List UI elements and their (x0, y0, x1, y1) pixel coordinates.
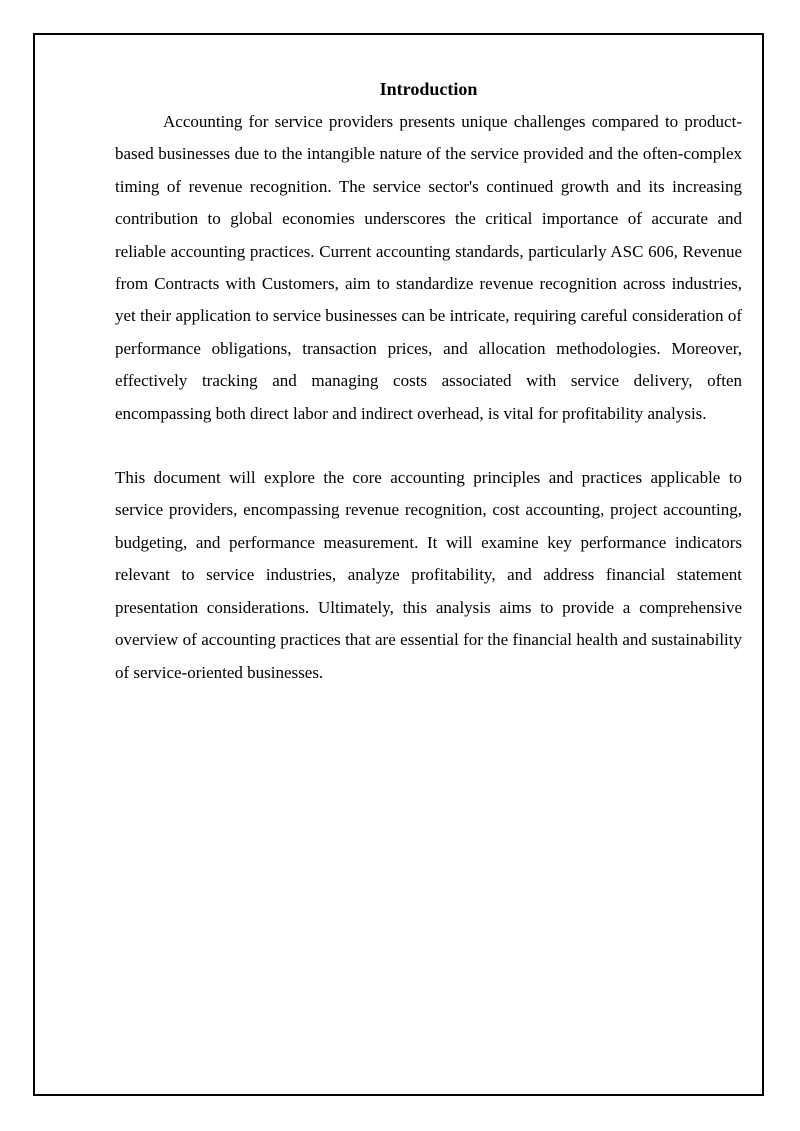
paragraph-intro: Accounting for service providers presents unique challenges compared to product-based businesses due to the intangible nature of the service provided and the often-complex timing of revenue recognition. The service sector's continued growth and its increasing contribution to global economies underscores the critical importance of accurate and reliable accounting practices. Current accounting standards, particularly ASC 606, Revenue from Contracts with Customers, aim to standardize revenue recognition across industries, yet their application to service businesses can be intricate, requiring careful consideration of performance obligations, transaction prices, and allocation methodologies. Moreover, effectively tracking and managing costs associated with service delivery, often encompassing both direct labor and indirect overhead, is vital for profitability analysis. (115, 112, 742, 423)
paragraph-scope: This document will explore the core accounting principles and practices applicable to service providers, encompassing revenue recognition, cost accounting, project accounting, budgeting, and performance measurement. It will examine key performance indicators relevant to service industries, analyze profitability, and address financial statement presentation considerations. Ultimately, this analysis aims to provide a comprehensive overview of accounting practices that are essential for the financial health and sustainability of service-oriented businesses. (115, 468, 742, 682)
paragraph-spacer (115, 430, 742, 462)
section-title: Introduction (379, 79, 478, 99)
document-body (115, 76, 742, 689)
